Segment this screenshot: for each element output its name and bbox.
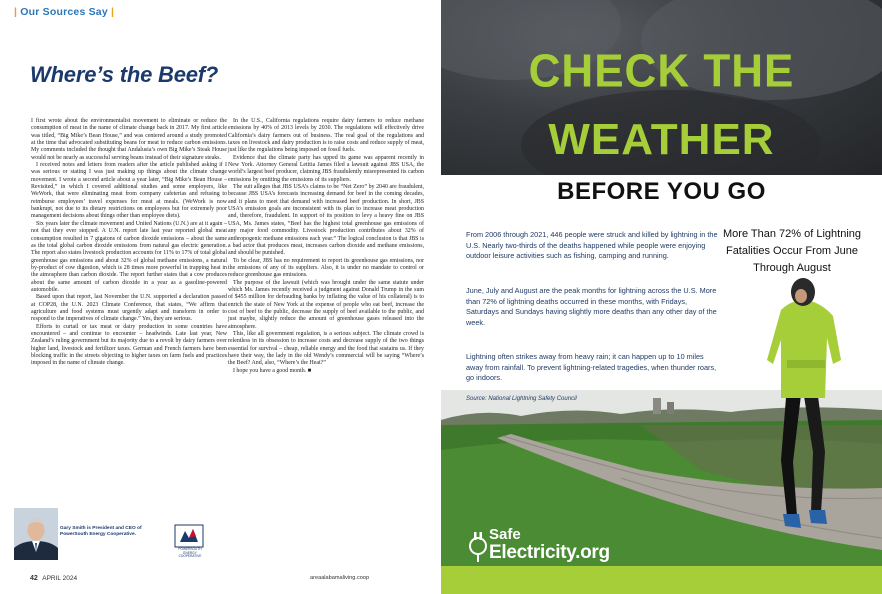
right-page — [441, 0, 882, 594]
powersouth-logo-icon — [174, 524, 204, 548]
plug-icon — [469, 528, 487, 564]
paragraph: I hope you have a good month. ■ — [233, 367, 312, 374]
author-block — [14, 508, 214, 562]
callout-text: More Than 72% of Lightning Fatalities Occur From June Through August — [723, 228, 861, 274]
paragraph: I first wrote about the environmentalist movement to eliminate or reduce the consumption of meat in the name of climate change back in 2017. My first article was titled, “Big Mike’s Bean House,” and was centered around a study promoted at the time that advocated substituting beans for meat to reduce carbon emissions. My comments included the thought that Andalusia’s own Big Mike’s Steak House would not be nearly as successful serving beans instead of their signature steaks. — [31, 118, 227, 161]
paragraph: Evidence that the climate party has upped its game was apparent recently in New York. Attorney General Letitia James filed a lawsuit against JBS USA, the world’s largest beef producer, claiming JBS fraudulently misrepresented its carbon emissions by omitting the emissions of its suppliers. — [228, 154, 424, 183]
paragraph: In the U.S., California regulations require dairy farmers to reduce methane emissions by 40% of 2013 levels by 2030. The regulations will effectively drive California’s dairy farmers out of business. The real goal of the regulations and taxes on livestock and dairy production is to raise costs and reduce supply of meat, just like the regulations being imposed on fossil fuels. — [228, 118, 424, 154]
article-column-1 — [31, 118, 227, 368]
paragraph: This, like all government regulation, is a serious subject. The climate crowd is relentless in its obsession to increase costs and decrease supply of the two things essential for survival – cheap, reliable energy and the food that sustains us. If they have their way, the lady in the old Wendy’s commercial will be saying “Where’s the Beef? And, also, “Where’s the Heat?” — [228, 330, 424, 367]
paragraph: Efforts to curtail or tax meat or dairy production in some countries have encountered – and continue to encounter – headwinds. Late last year, New Zealand’s ruling government but its majority due to a revolt by dairy farmers over higher land, livestock and fertilizer taxes. German and French farmers have been blocking traffic in the streets objecting to higher taxes on farm fuels and practices imposed in the name of climate change. — [31, 323, 227, 367]
section-tag — [14, 6, 114, 18]
author-portrait-icon — [14, 508, 58, 560]
tag-bar-right: | — [111, 6, 115, 18]
logo-line-1: Safe — [489, 526, 521, 543]
safe-electricity-logo — [469, 526, 669, 566]
weather-paragraph-1: From 2006 through 2021, 446 people were struck and killed by lightning in the U.S. Nearly two-thirds of the deaths happened while people were enjoying outdoor leisure activities such as fishing, camping and running. — [466, 230, 718, 260]
source-credit: Source: National Lightning Safety Council — [466, 396, 577, 402]
paragraph: I received notes and letters from readers after the article published asking if I was serious or stating I was just making up things about the climate change movement. I wrote a second article about a year later, “Big Mike’s Bean House – Revisited,” in which I covered additional studies and some employers, like WeWork, that were eliminating meat from company cafeterias and refusing to reimburse employees’ travel expenses for meat at meals. (WeWork is now bankrupt, not due to its dietary restrictions on employees but for extremely poor management decisions about things other than employee diets). — [31, 162, 227, 220]
logo-line-2: Electricity.org — [489, 542, 610, 563]
page-number: 42 — [30, 575, 38, 582]
headline-line-2: WEATHER — [548, 115, 775, 164]
green-footer-strip — [441, 566, 882, 594]
paragraph: Based upon that report, last November the U.N. supported a declaration passed at COP28, the U.N. 2023 Climate Conference, that states, “We affirm that agriculture and food systems must urgently adapt and transform in order to respond to the imperatives of climate change.” Yes, they are serious. — [31, 294, 227, 323]
paragraph: To be clear, JBS has no requirement to report its greenhouse gas emissions, nor the emissions of any of its suppliers. Also, it is under no mandate to control or reduce greenhouse gas emissions. — [228, 257, 424, 279]
author-photo — [14, 508, 58, 560]
weather-paragraph-2: June, July and August are the peak months for lightning across the U.S. More than 72% of lightning deaths occurred in these months, with Fridays, Saturdays and Sundays having slightly more deaths than any other day of the week. — [466, 286, 717, 327]
weather-paragraph-3: Lightning often strikes away from heavy rain; it can happen up to 10 miles away from rainfall. To prevent lightning-related tragedies, when thunder roars, go indoors. — [466, 352, 717, 382]
paragraph: The suit alleges that JBS USA’s claims to be “Net Zero” by 2040 are fraudulent, because JBS USA’s forecasts increasing demand for beef in the coming decades, and it plans to meet that demand with increased beef production. In short, JBS USA’s emission goals are inconsistent with its plan to increase meat production and, therefore, fraudulent. In support of its position to levy a heavy fine on JBS USA, Ms. James states, “Beef has the highest total greenhouse gas emissions of any major food commodity. Livestock production contributes about 32% of anthropogenic methane emissions each year.” The logical conclusion is that JBS is a bad actor that produces meat, increases carbon dioxide and methane emissions, and should be punished. — [228, 184, 424, 257]
paragraph: Six years later the climate movement and United Nations (U.N.) are at it again – not that they ever stopped. A U.N. report late last year reported global meat consumption resulted in 7 gigatons of carbon dioxide emissions – about the same as the total global carbon dioxide emissions from natural gas electric generation. The report also states livestock production accounts for 11% to 17% of total global greenhouse gas emissions and about 32% of global methane emissions, a natural by-product of cow digestion, which is 28 times more powerful in trapping heat in the atmosphere than carbon dioxide. The report further states that a cow produces about the same amount of carbon dioxide in a year as a gasoline-powered automobile. — [31, 220, 227, 293]
website-url: areaalabamaliving.coop — [310, 575, 370, 581]
tag-bar-left: | — [14, 6, 18, 18]
author-caption: Gary Smith is President and CEO of PowerSouth Energy Cooperative. — [60, 526, 142, 537]
coop-logo-text — [174, 548, 206, 559]
issue-date: APRIL 2024 — [42, 575, 78, 582]
paragraph: The purpose of the lawsuit (which was brought under the same statute under which Ms. James recently received a judgment against Donald Trump in the sum of $455 million for defrauding banks by inflating the value of his collateral) is to enrich the state of New York at the expense of people who eat beef, increase the cost of beef to the public, decrease the supply of beef available to the public, and just maybe, slightly reduce the amount of greenhouse gases released into the atmosphere. — [228, 279, 424, 330]
coop-logo-name: POWERSOUTH — [178, 547, 202, 551]
article-title: Where’s the Beef? — [30, 62, 219, 87]
headline-line-1: CHECK THE — [528, 45, 795, 98]
article-column-2 — [228, 118, 424, 375]
headline-line-3: BEFORE YOU GO — [557, 178, 766, 205]
section-tag-label: Our Sources Say — [20, 6, 108, 18]
coop-logo-sub: ENERGY COOPERATIVE — [178, 550, 202, 559]
folio — [30, 575, 77, 582]
